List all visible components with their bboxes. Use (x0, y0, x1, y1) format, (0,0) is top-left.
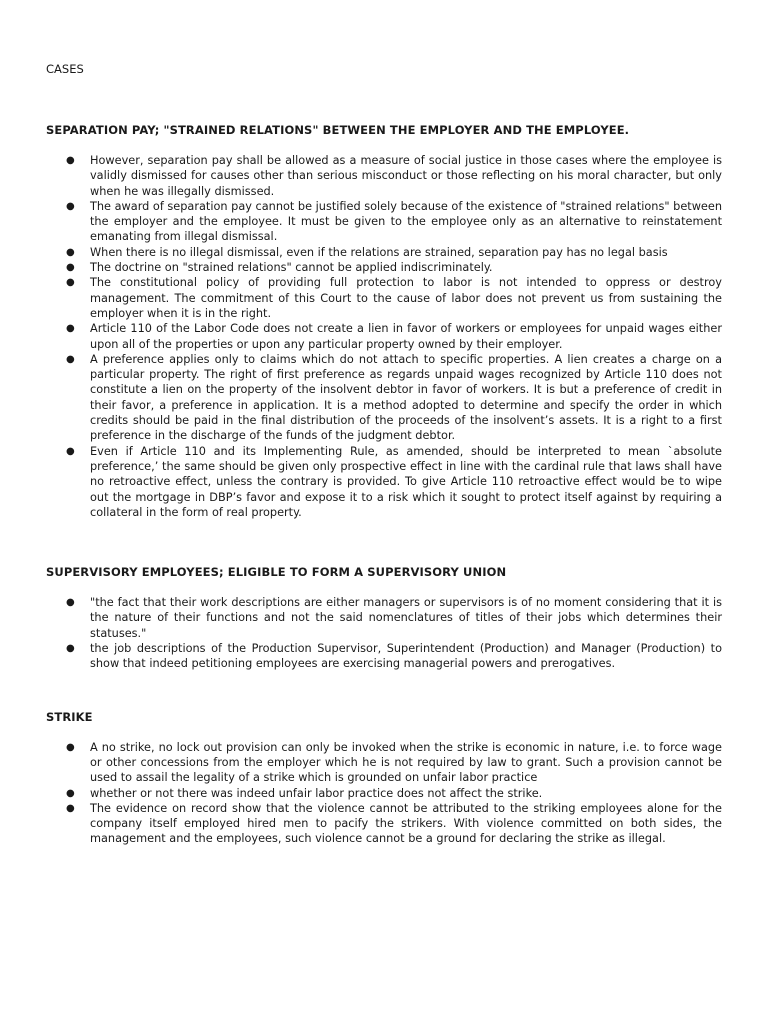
list-item (46, 321, 722, 352)
bullet-icon: ● (66, 787, 75, 799)
bullet-icon: ● (66, 353, 75, 365)
document-title: CASES (46, 62, 84, 76)
list-item-text: Even if Article 110 and its Implementing Rule, as amended, should be interpreted to mean `absolute preference,’ the same should be given only prospective effect in line with the cardinal rule that laws shall have no retroactive effect, unless the contrary is provided. To give Article 110 retroactive effect would be to wipe out the mortgage in DBP’s favor and expose it to a risk which it sought to protect itself against by requiring a collateral in the form of real property. (90, 444, 722, 519)
list-item-text: Article 110 of the Labor Code does not create a lien in favor of workers or employees for unpaid wages either upon all of the properties or upon any particular property owned by their employer. (90, 322, 722, 351)
list-item-text: When there is no illegal dismissal, even if the relations are strained, separation pay has no legal basis (90, 245, 668, 259)
bullet-icon: ● (66, 277, 75, 289)
bullet-list (46, 595, 722, 671)
list-item (46, 595, 722, 641)
section-heading: STRIKE (46, 709, 93, 724)
list-item (46, 801, 722, 847)
list-item-text: A preference applies only to claims which do not attach to specific properties. A lien creates a charge on a particular property. The right of first preference as regards unpaid wages recognized by Article 110 does not constitute a lien on the property of the insolvent debtor in favor of workers. It is but a preference of credit in their favor, a preference in application. It is a method adopted to determine and specify the order in which credits should be paid in the final distribution of the proceeds of the insolvent’s assets. It is a right to a first preference in the discharge of the funds of the judgment debtor. (90, 352, 722, 443)
list-item (46, 153, 722, 199)
list-item-text: the job descriptions of the Production Supervisor, Superintendent (Production) and Manager (Production) to show that indeed petitioning employees are exercising managerial powers and prerogatives. (90, 642, 722, 671)
list-item (46, 275, 722, 321)
bullet-icon: ● (66, 155, 75, 166)
list-item-text: The doctrine on "strained relations" cannot be applied indiscriminately. (90, 261, 493, 275)
section-separation-pay (46, 123, 722, 520)
list-item (46, 352, 722, 444)
bullet-icon: ● (66, 246, 75, 258)
section-strike (46, 710, 722, 847)
bullet-icon: ● (66, 200, 75, 212)
list-item-text: However, separation pay shall be allowed as a measure of social justice in those cases where the employee is validly dismissed for causes other than serious misconduct or those reflecting on his moral character, but only when he was illegally dismissed. (90, 154, 722, 198)
bullet-icon: ● (66, 323, 75, 335)
bullet-icon: ● (66, 445, 75, 457)
list-item-text: "the fact that their work descriptions are either managers or supervisors is of no moment considering that it is the nature of their functions and not the said nomenclatures of titles of their jobs which determines their statuses." (90, 596, 722, 640)
list-item (46, 641, 722, 672)
section-supervisory-employees (46, 565, 722, 671)
section-heading: SEPARATION PAY; "STRAINED RELATIONS" BETWEEN THE EMPLOYER AND THE EMPLOYEE. (46, 123, 630, 137)
list-item-text: The award of separation pay cannot be justified solely because of the existence of "strained relations" between the employer and the employee. It must be given to the employee only as an alternative to reinstatement emanating from illegal dismissal. (90, 199, 722, 244)
list-item (46, 444, 722, 520)
list-item (46, 245, 722, 260)
list-item-text: A no strike, no lock out provision can only be invoked when the strike is economic in nature, i.e. to force wage or other concessions from the employer which he is not required by law to grant. Such a provision cannot be used to assail the legality of a strike which is grounded on unfair labor practice (90, 740, 722, 785)
list-item-text: The evidence on record show that the violence cannot be attributed to the striking employees alone for the company itself employed hired men to pacify the strikers. With violence committed on both sides, the management and the employees, such violence cannot be a ground for declaring the strike as illegal. (90, 801, 722, 846)
bullet-icon: ● (66, 262, 75, 274)
list-item (46, 786, 722, 801)
bullet-icon: ● (66, 741, 75, 753)
list-item-text: The constitutional policy of providing full protection to labor is not intended to oppress or destroy management. The commitment of this Court to the cause of labor does not prevent us from sustaining the employer when it is in the right. (90, 276, 722, 320)
list-item (46, 199, 722, 245)
list-item-text: whether or not there was indeed unfair labor practice does not affect the strike. (90, 786, 543, 800)
section-heading: SUPERVISORY EMPLOYEES; ELIGIBLE TO FORM A SUPERVISORY UNION (46, 565, 507, 580)
list-item (46, 260, 722, 275)
bullet-list (46, 153, 722, 520)
bullet-icon: ● (66, 802, 75, 814)
list-item (46, 740, 722, 786)
bullet-icon: ● (66, 643, 75, 655)
bullet-icon: ● (66, 597, 75, 609)
bullet-list (46, 740, 722, 847)
